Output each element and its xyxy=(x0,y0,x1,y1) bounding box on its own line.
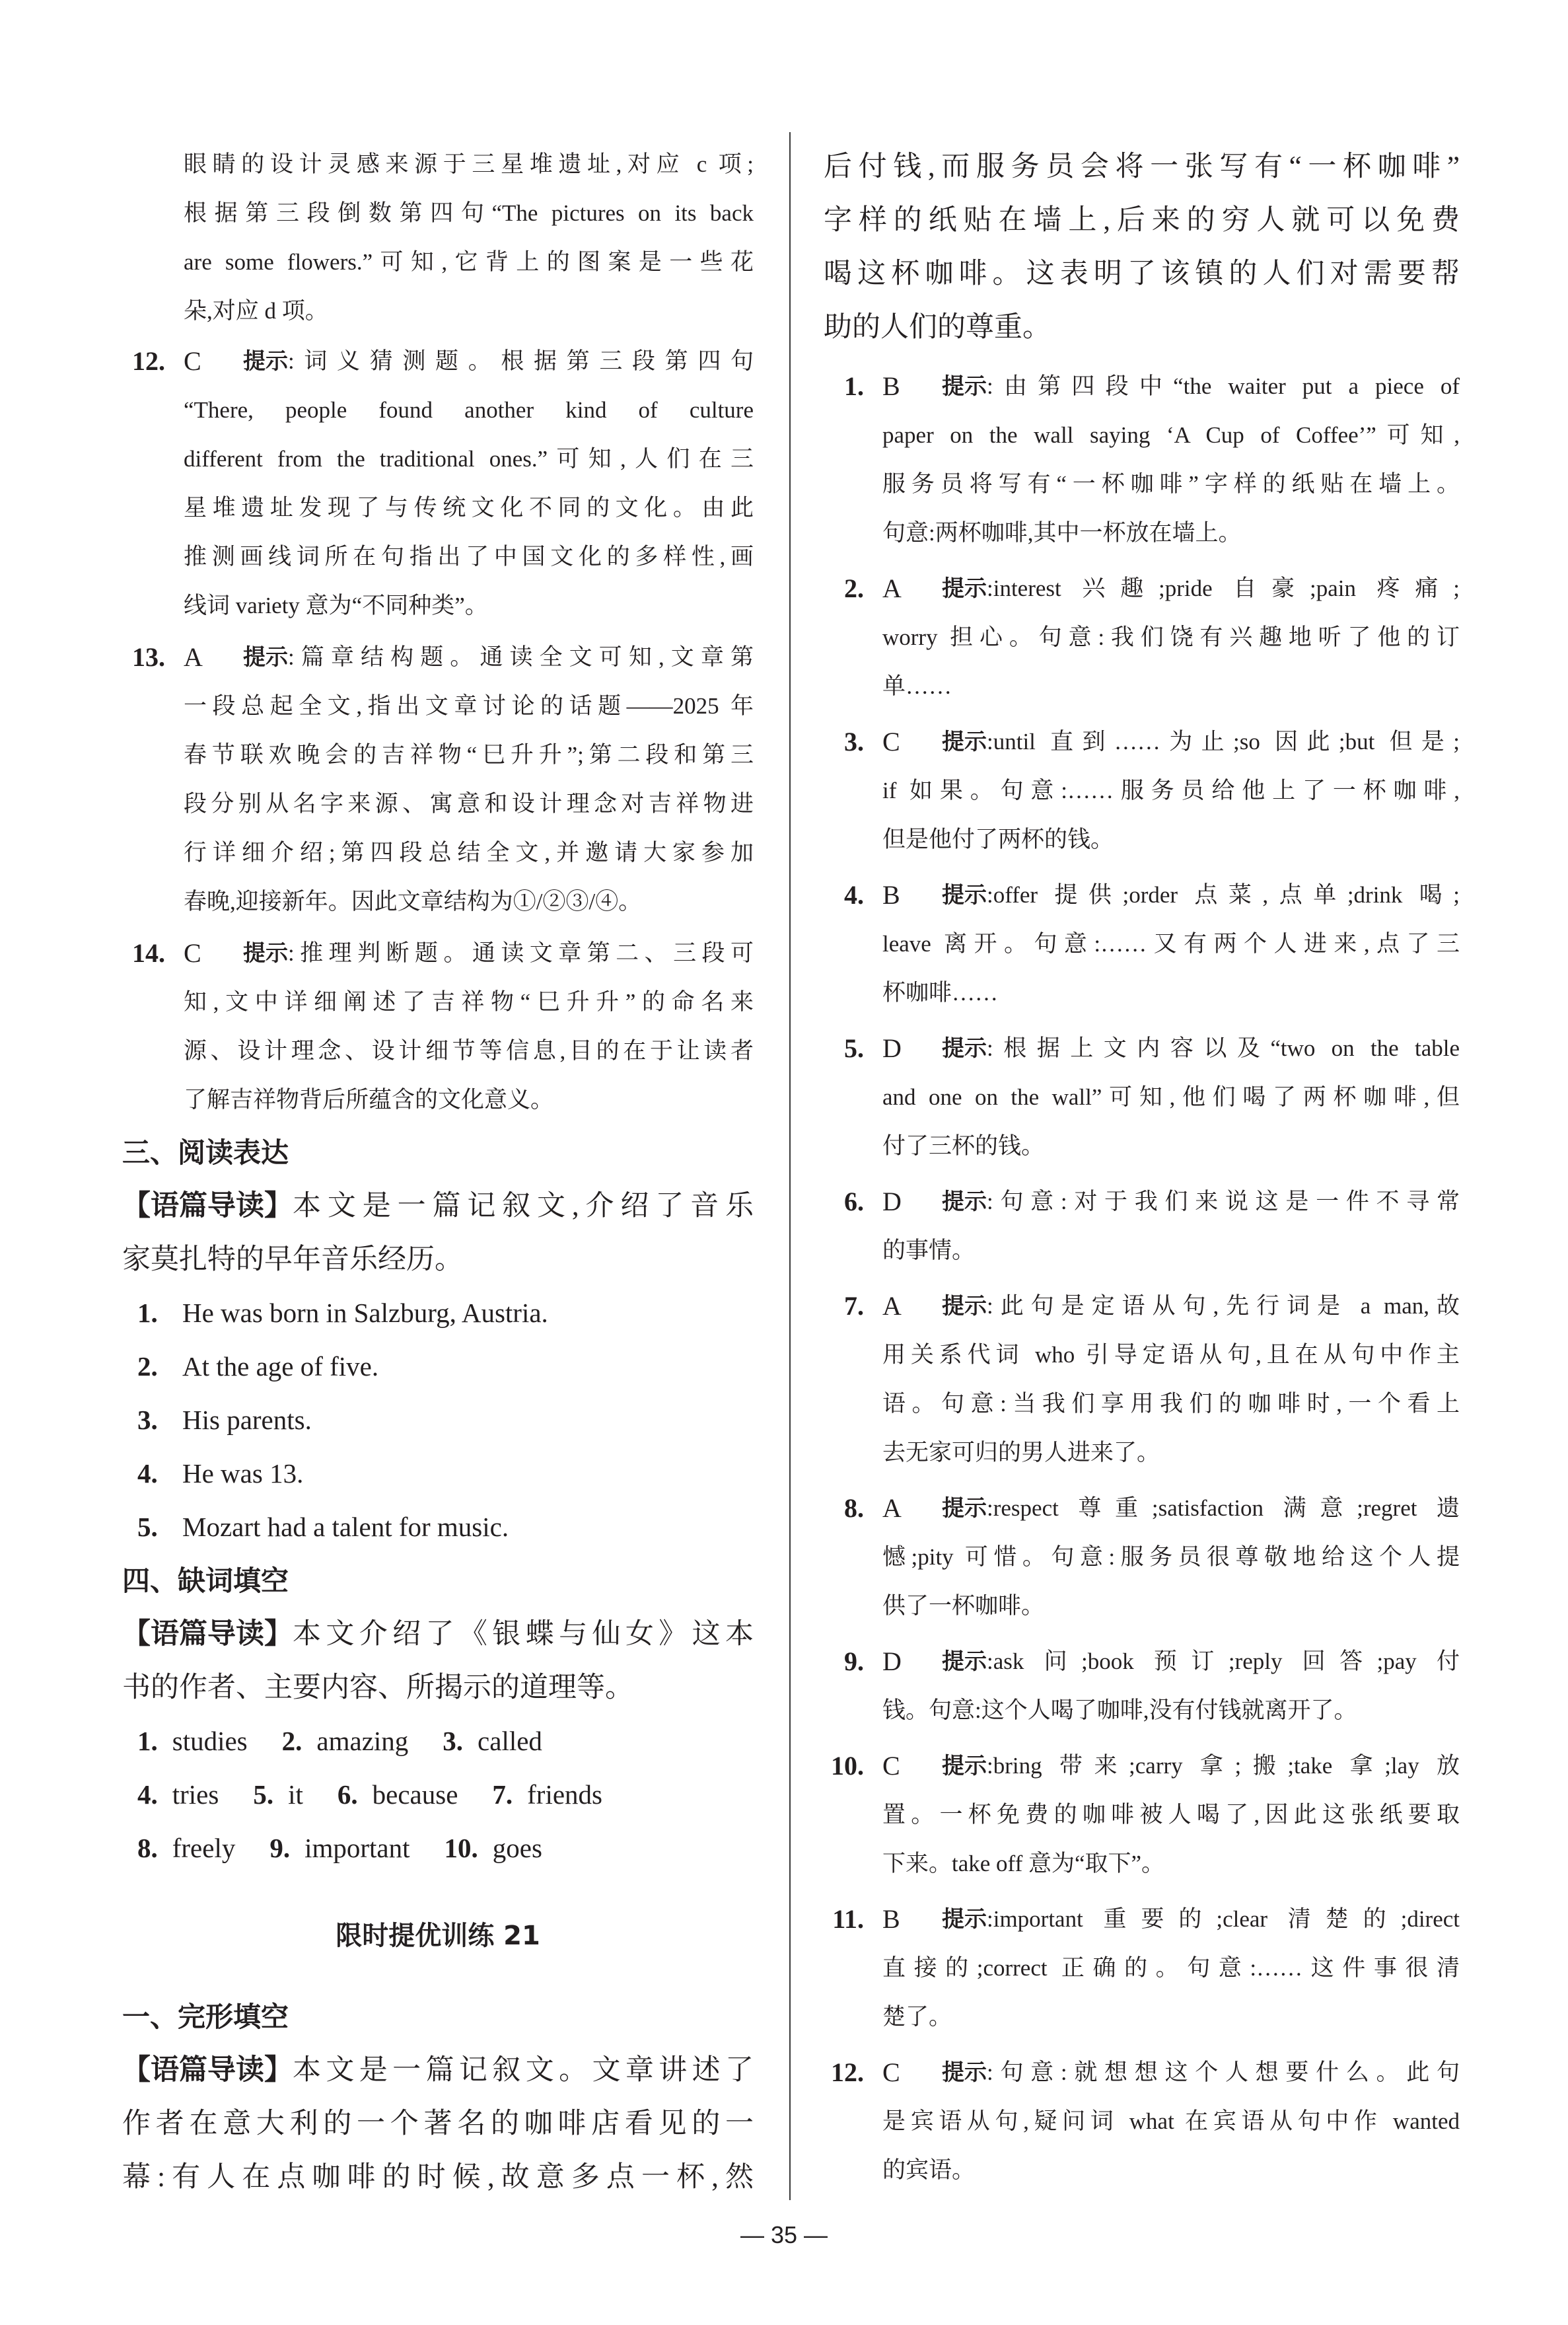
fill-word: tries xyxy=(172,1779,219,1810)
hint-first-line xyxy=(882,1024,1460,1073)
section-heading: 四、缺词填空 xyxy=(122,1565,289,1597)
answer-number: 2. xyxy=(137,1351,158,1382)
text-line: :bring 带来;carry 拿;搬;take 拿;lay 放 xyxy=(987,1753,1460,1779)
item-number: 4. xyxy=(844,880,864,910)
hint-label: 提示 xyxy=(942,575,987,602)
text-line: 后付钱,而服务员会将一张写有“一杯咖啡” xyxy=(824,151,1460,182)
fill-answer xyxy=(492,1768,602,1822)
text-line: 眼睛的设计灵感来源于三星堆遗址,对应 c 项; xyxy=(184,151,754,177)
text-line: worry 担心。句意:我们饶有兴趣地听了他的订 xyxy=(882,624,1460,650)
answer-letter: B xyxy=(882,371,900,401)
hint-first-line xyxy=(882,1177,1460,1226)
section-heading: 三、阅读表达 xyxy=(122,1136,289,1169)
fill-word: amazing xyxy=(316,1726,409,1756)
hint-first-line xyxy=(184,633,754,682)
answer-item xyxy=(824,362,1460,558)
page-number: — 35 — xyxy=(740,2221,828,2248)
text-line: 但是他付了两杯的钱。 xyxy=(882,827,1114,852)
guide-first-line xyxy=(122,2044,754,2097)
answer-text: Mozart had a talent for music. xyxy=(182,1512,509,1542)
hint-label: 提示 xyxy=(942,1648,987,1675)
fill-number: 7. xyxy=(492,1779,513,1810)
hint-label: 提示 xyxy=(942,1753,987,1779)
text-line: :由第四段中“the waiter put a piece of xyxy=(987,373,1460,399)
answer-letter: A xyxy=(882,1493,902,1523)
text-line: paper on the wall saying ‘A Cup of Coffee’”可知, xyxy=(882,422,1460,448)
answer-letter: C xyxy=(184,346,201,376)
hint-first-line xyxy=(882,564,1460,613)
text-line: 是宾语从句,疑问词 what 在宾语从句中作 wanted xyxy=(882,2108,1460,2134)
answer-letter: A xyxy=(882,1291,902,1321)
item-number: 3. xyxy=(844,727,864,757)
text-line: 行详细介绍;第四段总结全文,并邀请大家参加 xyxy=(184,840,754,866)
hint-label: 提示 xyxy=(942,1906,987,1933)
text-line: :篇章结构题。通读全文可知,文章第 xyxy=(288,644,754,670)
text-line: 了解吉祥物背后所蕴含的文化意义。 xyxy=(184,1087,554,1113)
fill-answer xyxy=(445,1822,542,1875)
text-line: 家莫扎特的早年音乐经历。 xyxy=(122,1244,463,1275)
answer-number: 3. xyxy=(137,1405,158,1435)
fill-number: 2. xyxy=(281,1726,303,1756)
text-line: 本文介绍了《银蝶与仙女》这本 xyxy=(293,1619,754,1650)
guide-label: 【语篇导读】 xyxy=(122,2053,293,2086)
item-number: 10. xyxy=(831,1751,864,1781)
passage-guide xyxy=(122,2044,754,2204)
fill-answers xyxy=(122,1715,754,1875)
hint-first-line xyxy=(882,1637,1460,1686)
hint-label: 提示 xyxy=(942,1495,987,1522)
text-line: 幕:有人在点咖啡的时候,故意多点一杯,然 xyxy=(122,2162,754,2193)
text-line: 句意:两杯咖啡,其中一杯放在墙上。 xyxy=(882,520,1242,546)
fill-number: 9. xyxy=(269,1833,291,1863)
answer-item xyxy=(824,1637,1460,1735)
answer-item xyxy=(122,633,754,926)
fill-number: 5. xyxy=(253,1779,274,1810)
text-line: 喝这杯咖啡。这表明了该镇的人们对需要帮 xyxy=(824,258,1460,289)
answer-letter: B xyxy=(882,880,900,910)
answer-item xyxy=(824,1484,1460,1631)
fill-answer xyxy=(253,1768,303,1822)
answer-letter: D xyxy=(882,1187,902,1216)
fill-number: 8. xyxy=(137,1833,158,1863)
text-line: :词义猜测题。根据第三段第四句 xyxy=(288,348,754,374)
text-line: 下来。take off 意为“取下”。 xyxy=(882,1851,1165,1876)
text-line: 置。一杯免费的咖啡被人喝了,因此这张纸要取 xyxy=(882,1802,1460,1827)
text-line: :offer 提供;order 点菜,点单;drink 喝; xyxy=(987,882,1460,908)
fill-word: important xyxy=(304,1833,410,1863)
hint-label: 提示 xyxy=(243,644,288,671)
answer-item xyxy=(824,1024,1460,1171)
hint-first-line xyxy=(882,362,1460,411)
text-line: :此句是定语从句,先行词是 a man,故 xyxy=(987,1293,1460,1319)
answer-letter: A xyxy=(184,642,203,672)
text-line: 去无家可归的男人进来了。 xyxy=(882,1440,1160,1465)
text-line: :根据上文内容以及“two on the table xyxy=(987,1035,1460,1061)
hint-first-line xyxy=(882,1742,1460,1790)
text-line: :until 直到……为止;so 因此;but 但是; xyxy=(987,729,1460,755)
column-divider xyxy=(789,132,791,2200)
text-line: 字样的纸贴在墙上,后来的穷人就可以免费 xyxy=(824,205,1460,236)
guide-first-line xyxy=(122,1607,754,1661)
answer-number: 1. xyxy=(137,1298,158,1328)
answer-item xyxy=(824,1177,1460,1275)
fill-answer xyxy=(443,1715,542,1768)
answer-item xyxy=(824,564,1460,711)
answer-text: At the age of five. xyxy=(182,1351,379,1382)
text-line: and one on the wall”可知,他们喝了两杯咖啡,但 xyxy=(882,1084,1460,1110)
item-number: 9. xyxy=(844,1646,864,1676)
fill-word: friends xyxy=(527,1779,602,1810)
answer-item xyxy=(824,718,1460,864)
section-reading-expression xyxy=(122,1126,754,1554)
hint-first-line xyxy=(184,929,754,978)
item-number: 11. xyxy=(832,1904,864,1934)
text-line: 段分别从名字来源、寓意和设计理念对吉祥物进 xyxy=(184,791,754,817)
text-line: :important 重要的;clear 清楚的;direct xyxy=(987,1906,1460,1932)
answer-row xyxy=(122,1500,754,1554)
text-line: are some flowers.”可知,它背上的图案是一些花 xyxy=(184,249,754,275)
fill-row xyxy=(122,1768,754,1822)
hint-label: 提示 xyxy=(942,1293,987,1319)
fill-number: 6. xyxy=(337,1779,358,1810)
answer-text: He was 13. xyxy=(182,1458,304,1489)
answer-list-cloze xyxy=(824,362,1460,2201)
answer-item xyxy=(824,1895,1460,2042)
text-line: 服务员将写有“一杯咖啡”字样的纸贴在墙上。 xyxy=(882,471,1460,497)
passage-guide-continuation xyxy=(824,140,1460,354)
fill-answer xyxy=(282,1715,409,1768)
answer-row xyxy=(122,1340,754,1393)
text-line: 的宾语。 xyxy=(882,2157,976,2183)
answer-letter: B xyxy=(882,1904,900,1934)
fill-answer xyxy=(137,1715,248,1768)
guide-label: 【语篇导读】 xyxy=(122,1617,293,1650)
fill-number: 1. xyxy=(137,1726,158,1756)
text-line: 推测画线词所在句指出了中国文化的多样性,画 xyxy=(184,544,754,570)
hint-label: 提示 xyxy=(243,940,288,967)
answer-item xyxy=(824,1742,1460,1888)
text-line: 线词 variety 意为“不同种类”。 xyxy=(184,593,488,618)
answer-list xyxy=(122,1286,754,1554)
answer-number: 5. xyxy=(137,1512,158,1542)
hint-label: 提示 xyxy=(942,882,987,908)
text-line: 助的人们的尊重。 xyxy=(824,312,1051,343)
passage-guide xyxy=(122,1179,754,1286)
text-line: 用关系代词 who 引导定语从句,且在从句中作主 xyxy=(882,1342,1460,1368)
text-line: 付了三杯的钱。 xyxy=(882,1133,1045,1159)
hint-first-line xyxy=(882,1282,1460,1331)
hint-first-line xyxy=(882,1895,1460,1944)
section-word-fill xyxy=(122,1554,754,1875)
hint-first-line xyxy=(882,871,1460,920)
fill-number: 10. xyxy=(444,1833,478,1863)
text-line: if 如果。句意:……服务员给他上了一杯咖啡, xyxy=(882,778,1460,803)
hint-first-line xyxy=(184,337,754,386)
answer-text: He was born in Salzburg, Austria. xyxy=(182,1298,548,1328)
fill-word: studies xyxy=(172,1726,248,1756)
item-number: 5. xyxy=(844,1033,864,1063)
section-cloze xyxy=(122,1990,754,2204)
answer-item xyxy=(824,2048,1460,2195)
hint-first-line xyxy=(882,1484,1460,1533)
text-line: :respect 尊重;satisfaction 满意;regret 遗 xyxy=(987,1495,1460,1521)
text-line: 的事情。 xyxy=(882,1237,976,1263)
text-line: 本文是一篇记叙文,介绍了音乐 xyxy=(293,1191,754,1222)
fill-word: goes xyxy=(492,1833,542,1863)
text-line: 源、设计理念、设计细节等信息,目的在于让读者 xyxy=(184,1038,754,1064)
answer-letter: A xyxy=(882,573,902,603)
text-line: different from the traditional ones.”可知,人们在三 xyxy=(184,446,754,472)
text-line: 朵,对应 d 项。 xyxy=(184,298,328,324)
text-line: 单…… xyxy=(882,673,952,699)
passage-guide xyxy=(122,1607,754,1715)
fill-word: because xyxy=(372,1779,458,1810)
practice-title: 限时提优训练 21 xyxy=(336,1921,540,1951)
text-line: 楚了。 xyxy=(882,2004,952,2030)
text-line: 知,文中详细阐述了吉祥物“巳升升”的命名来 xyxy=(184,989,754,1015)
previous-answer-continuation xyxy=(184,140,754,336)
item-number: 1. xyxy=(844,371,864,401)
hint-label: 提示 xyxy=(942,1189,987,1215)
fill-number: 4. xyxy=(137,1779,158,1810)
hint-first-line xyxy=(882,718,1460,766)
answer-letter: C xyxy=(882,727,900,757)
text-line: 春晚,迎接新年。因此文章结构为①/②③/④。 xyxy=(184,889,642,914)
answer-item xyxy=(824,871,1460,1017)
answer-row xyxy=(122,1393,754,1447)
text-line: :推理判断题。通读文章第二、三段可 xyxy=(288,940,754,966)
answer-letter: C xyxy=(882,1751,900,1781)
answer-letter: C xyxy=(882,2057,900,2087)
answer-row xyxy=(122,1286,754,1340)
item-number: 12. xyxy=(831,2057,864,2087)
hint-label: 提示 xyxy=(942,2059,987,2086)
answer-letter: C xyxy=(184,938,201,968)
text-line: 书的作者、主要内容、所揭示的道理等。 xyxy=(122,1672,633,1703)
fill-answer xyxy=(269,1822,410,1875)
text-line: 钱。句意:这个人喝了咖啡,没有付钱就离开了。 xyxy=(882,1697,1357,1723)
hint-label: 提示 xyxy=(243,348,288,375)
answer-letter: D xyxy=(882,1646,902,1676)
item-number: 13. xyxy=(132,642,165,672)
text-line: :ask 问;book 预订;reply 回答;pay 付 xyxy=(987,1648,1460,1674)
fill-answer xyxy=(338,1768,458,1822)
item-number: 6. xyxy=(844,1187,864,1216)
fill-word: freely xyxy=(172,1833,236,1863)
fill-answer xyxy=(137,1822,235,1875)
text-line: :interest 兴趣;pride 自豪;pain 疼痛; xyxy=(987,575,1460,601)
text-line: 一段总起全文,指出文章讨论的话题——2025 年 xyxy=(184,693,754,719)
text-line: leave 离开。句意:……又有两个人进来,点了三 xyxy=(882,931,1460,957)
section-heading: 一、完形填空 xyxy=(122,2001,289,2033)
answer-item xyxy=(122,929,754,1125)
text-line: 本文是一篇记叙文。文章讲述了 xyxy=(293,2055,754,2086)
item-number: 14. xyxy=(132,938,165,968)
guide-first-line xyxy=(122,1179,754,1233)
text-line: “There, people found another kind of culture xyxy=(184,397,754,423)
text-line: 杯咖啡…… xyxy=(882,980,999,1006)
fill-number: 3. xyxy=(443,1726,464,1756)
answer-row xyxy=(122,1447,754,1500)
hint-first-line xyxy=(882,2048,1460,2097)
text-line: :句意:就想想这个人想要什么。此句 xyxy=(987,2059,1460,2085)
text-line: 语。句意:当我们享用我们的咖啡时,一个看上 xyxy=(882,1391,1460,1417)
answer-list-reading xyxy=(122,337,754,1127)
answer-item xyxy=(824,1282,1460,1477)
fill-row xyxy=(122,1715,754,1768)
item-number: 7. xyxy=(844,1291,864,1321)
answer-item xyxy=(122,337,754,630)
item-number: 8. xyxy=(844,1493,864,1523)
text-line: 作者在意大利的一个著名的咖啡店看见的一 xyxy=(122,2108,754,2139)
answer-text: His parents. xyxy=(182,1405,312,1435)
fill-row xyxy=(122,1822,754,1875)
answer-number: 4. xyxy=(137,1458,158,1489)
fill-word: it xyxy=(288,1779,303,1810)
hint-label: 提示 xyxy=(942,729,987,755)
item-number: 12. xyxy=(132,346,165,376)
text-line: :句意:对于我们来说这是一件不寻常 xyxy=(987,1189,1460,1214)
text-line: 直接的;correct 正确的。句意:……这件事很清 xyxy=(882,1955,1460,1981)
answer-letter: D xyxy=(882,1033,902,1063)
hint-label: 提示 xyxy=(942,1035,987,1062)
hint-label: 提示 xyxy=(942,373,987,400)
text-line: 根据第三段倒数第四句“The pictures on its back xyxy=(184,200,754,226)
text-line: 春节联欢晚会的吉祥物“巳升升”;第二段和第三 xyxy=(184,742,754,768)
item-number: 2. xyxy=(844,573,864,603)
text-line: 憾;pity 可惜。句意:服务员很尊敬地给这个人提 xyxy=(882,1544,1460,1570)
fill-answer xyxy=(137,1768,219,1822)
guide-label: 【语篇导读】 xyxy=(122,1189,293,1222)
fill-word: called xyxy=(478,1726,542,1756)
text-line: 星堆遗址发现了与传统文化不同的文化。由此 xyxy=(184,495,754,521)
text-line: 供了一杯咖啡。 xyxy=(882,1593,1045,1619)
